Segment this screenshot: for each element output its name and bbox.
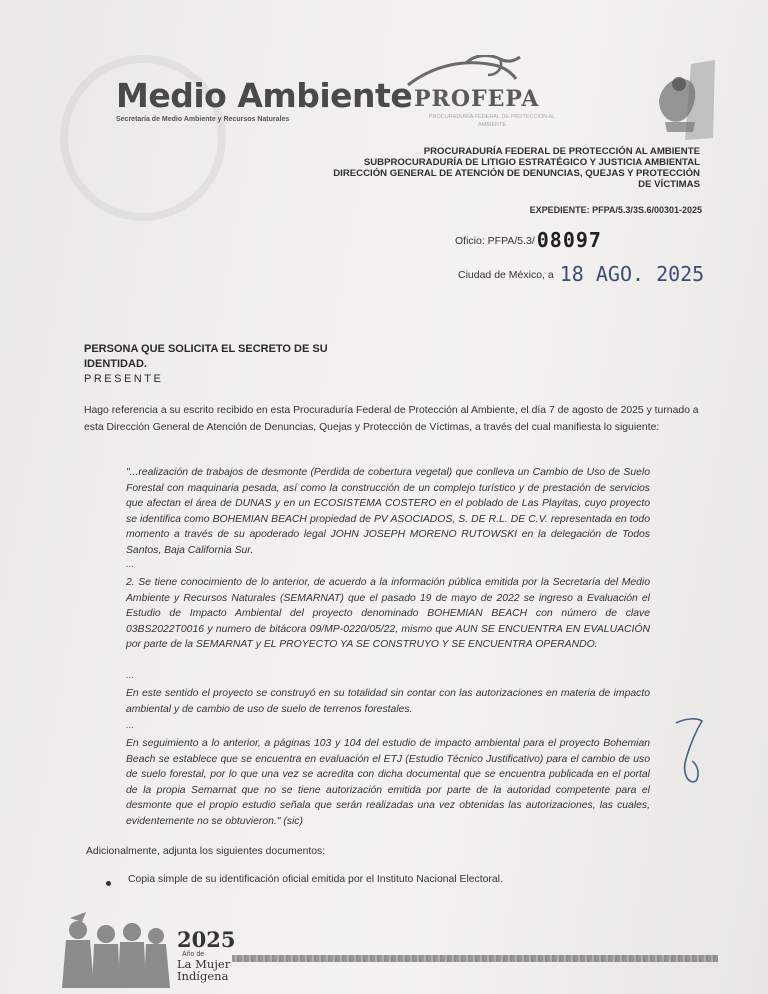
logo-subtitle: Secretaría de Medio Ambiente y Recursos Naturales <box>116 116 290 123</box>
indigenous-women-illustration-icon <box>60 908 172 988</box>
profepa-logo-subtitle: PROCURADURÍA FEDERAL DE PROTECCIÓN AL AMBIENTE <box>428 114 556 128</box>
bullet-item: Copia simple de su identificación oficial emitida por el Instituto Nacional Electoral. <box>128 874 503 885</box>
quote-ellipsis: ... <box>126 559 135 570</box>
profepa-eagle-icon <box>404 55 544 89</box>
oficio-line <box>455 228 602 252</box>
quote-paragraph: 2. Se tiene conocimiento de lo anterior, de acuerdo a la información pública emitida por la Secretaría del Medio Ambiente y Recursos Naturales (SEMARNAT) que el pasado 19 de mayo de 2022 se ingreso a Evaluación el Estudio de Impacto Ambiental del proyecto denominado BOHEMIAN BEACH con número de clave 03BS2022T0016 y numero de bitácora 09/MP-0220/05/22, mismo que AUN SE ENCUENTRA EN EVALUACIÓN por parte de la SEMARNAT y EL PROYECTO YA SE CONSTRUYO Y SE ENCUENTRA OPERANDO. <box>126 577 650 650</box>
quote-ellipsis: ... <box>126 720 135 731</box>
intro-paragraph: Hago referencia a su escrito recibido en esta Procuraduría Federal de Protección al Ambiente, el día 7 de agosto de 2025 y turnado a esta Dirección General de Atención de Denuncias, Quejas y Protección de Víctimas, a través del cual manifiesta lo siguiente: <box>84 405 699 433</box>
footer-year: 2025 <box>177 927 236 952</box>
agency-line: DIRECCIÓN GENERAL DE ATENCIÓN DE DENUNCIAS, QUEJAS Y PROTECCIÓN <box>333 168 700 179</box>
addressee: PERSONA QUE SOLICITA EL SECRETO DE SU IDENTIDAD. <box>84 343 328 370</box>
agency-line: PROCURADURÍA FEDERAL DE PROTECCIÓN AL AMBIENTE <box>423 146 700 157</box>
profepa-logo-text: PROFEPA <box>414 86 540 112</box>
quote-ellipsis: ... <box>126 670 135 681</box>
agency-line: SUBPROCURADURÍA DE LITIGIO ESTRATÉGICO Y JUSTICIA AMBIENTAL <box>363 157 700 168</box>
quote-paragraph: En seguimiento a lo anterior, a páginas 103 y 104 del estudio de impacto ambiental para el proyecto Bohemian Beach se establece que se encuentra en evaluación el ETJ (Estudio Técnico Justificativo) para el cambio de uso de suelo forestal, por lo que una vez se acredita con dicha documental que se encuentra publicada en el portal de la propia Semarnat que no se tiene autorización emitida por parte de la autoridad competente para el desmonte que el propio estudio señala que serán realizadas una vez obtenidas las autorizaciones, las cuales, evidentemente no se obtuvieron." (sic) <box>126 738 650 827</box>
quote-paragraph: En este sentido el proyecto se construyó en su totalidad sin contar con las autorizaciones en materia de impacto ambiental y de cambio de uso de suelo de terrenos forestales. <box>126 688 650 715</box>
quote-paragraph: "...realización de trabajos de desmonte (Perdida de cobertura vegetal) que conlleva un Cambio de Uso de Suelo Forestal con maquinaria pesada, así como la construcción de un complejo turístico y de prestación de servicios que afectan el área de DUNAS y en un ECOSISTEMA COSTERO en el poblado de Las Playitas, cuyo proyecto se identifica como BOHEMIAN BEACH propiedad de PV ASOCIADOS, S. DE R.L. DE C.V. representada en todo momento a través de su apoderado legal JOHN JOSEPH MORENO RUTOWSKI en la delegación de Todos Santos, Baja California Sur. <box>126 467 650 556</box>
oficio-label: Oficio: PFPA/5.3/ <box>455 235 535 247</box>
date-label: Ciudad de México, a <box>458 269 554 281</box>
presente-heading: PRESENTE <box>84 373 164 385</box>
logo-title: Medio Ambiente <box>116 76 413 115</box>
footer-year-label: Año de <box>182 951 205 958</box>
national-emblem-icon <box>655 60 719 140</box>
date-stamp: 18 AGO. 2025 <box>559 262 705 286</box>
signature-initial-icon <box>670 715 710 795</box>
expediente-number: EXPEDIENTE: PFPA/5.3/3S.6/00301-2025 <box>529 205 702 215</box>
bullet-icon <box>106 881 111 886</box>
oficio-number: 08097 <box>536 228 602 252</box>
agency-line: DE VÍCTIMAS <box>638 179 700 190</box>
additional-docs-label: Adicionalmente, adjunta los siguientes documentos: <box>86 846 326 857</box>
agency-header <box>280 146 700 190</box>
date-line <box>458 262 704 286</box>
footer-decorative-band <box>232 955 718 962</box>
footer-title: La Mujer Indígena <box>177 957 231 983</box>
